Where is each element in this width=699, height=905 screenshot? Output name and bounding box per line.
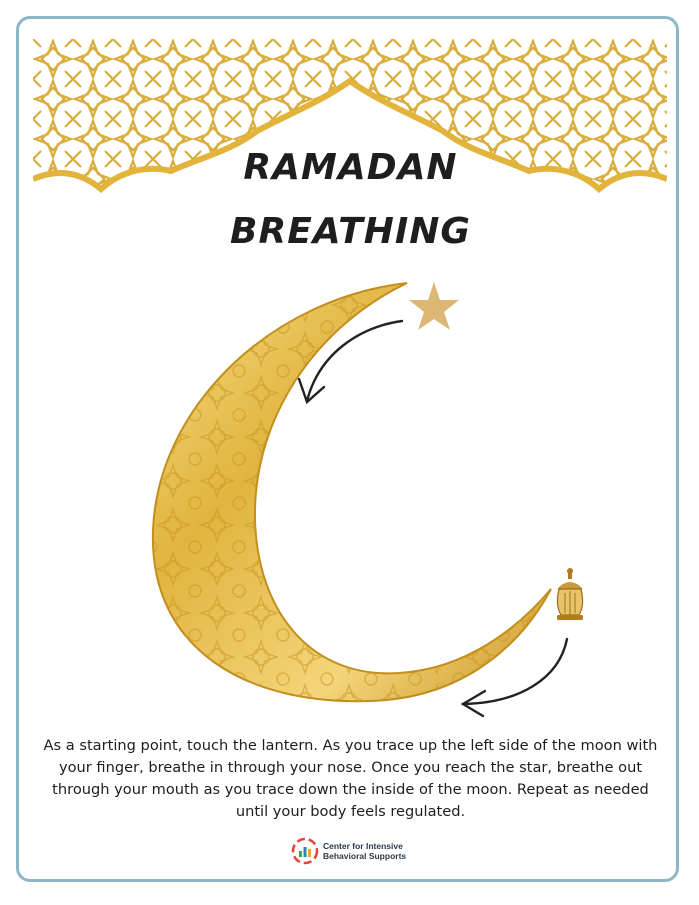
lantern-icon <box>557 568 583 620</box>
logo-line-2: Behavioral Supports <box>323 851 407 861</box>
page-frame <box>16 16 679 882</box>
organization-logo <box>291 837 406 865</box>
instructions-text: As a starting point, touch the lantern. As you trace up the left side of the moon with your finger, breathe in through your nose. Once you reach the star, breathe out through your mouth as you trace down the inside of the moon. Repeat as needed until your body feels regulated. <box>43 737 658 820</box>
page-title-line-2: BREATHING <box>230 211 471 252</box>
page-title-line-1: RAMADAN <box>243 147 458 188</box>
logo-line-1: Center for Intensive <box>323 841 403 851</box>
star-icon <box>409 282 459 330</box>
logo-icon <box>291 837 319 865</box>
